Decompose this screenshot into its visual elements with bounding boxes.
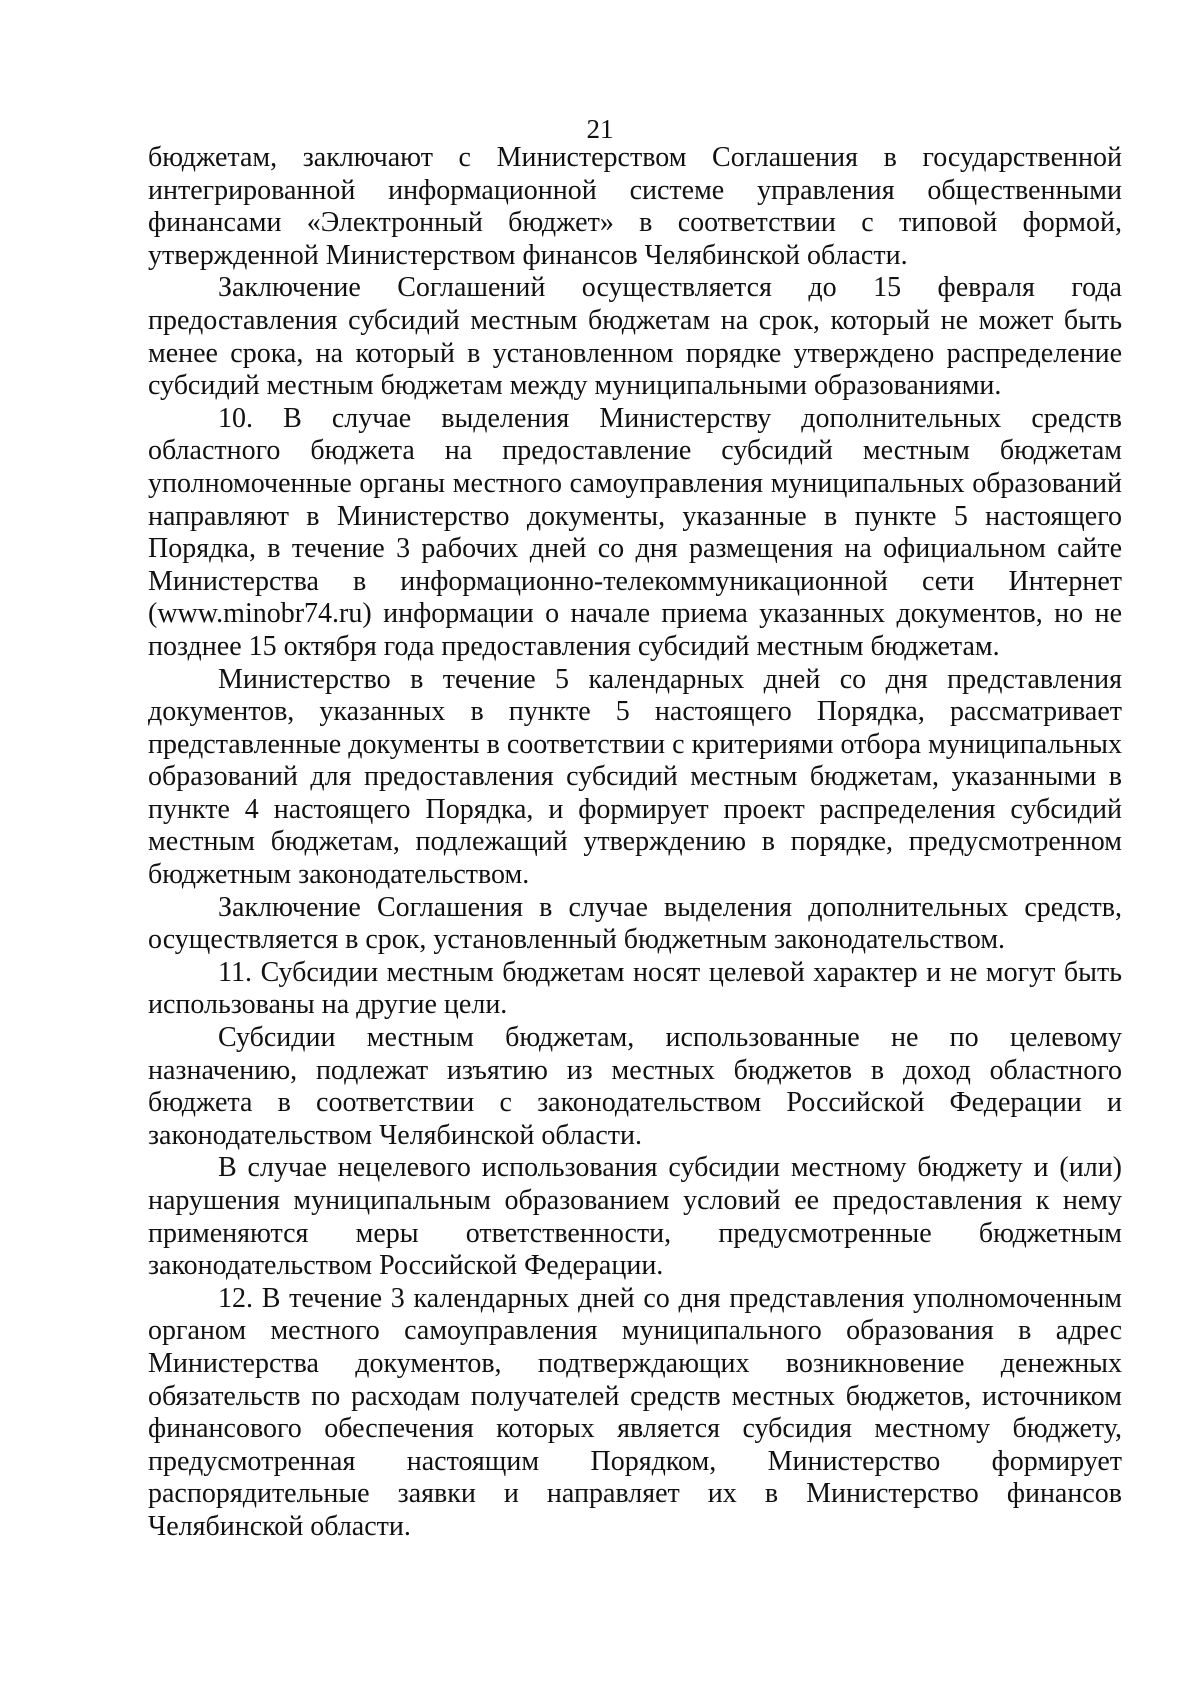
page-number: 21 xyxy=(586,114,614,144)
paragraph-agreement-deadline: Заключение Соглашений осуществляется до 15 февраля года предоставления субсидий местным бюджетам на срок, который не может быть менее срока, на который в установленном порядке утверждено распределение субсидий местным бюджетам между муниципальными образованиями. xyxy=(148,272,1122,402)
paragraph-additional-agreement: Заключение Соглашения в случае выделения дополнительных средств, осуществляется в срок, установленный бюджетным законодательством. xyxy=(148,891,1122,956)
paragraph-ministry-review: Министерство в течение 5 календарных дней со дня представления документов, указанных в пункте 5 настоящего Порядка, рассматривает представленные документы в соответствии с критериями отбора муниципальных образований для предоставления субсидий местным бюджетам, указанными в пункте 4 настоящего Порядка, и формирует проект распределения субсидий местным бюджетам, подлежащий утверждению в порядке, предусмотренном бюджетным законодательством. xyxy=(148,663,1122,891)
paragraph-misuse-recovery: Субсидии местным бюджетам, использованные не по целевому назначению, подлежат изъятию из местных бюджетов в доход областного бюджета в соответствии с законодательством Российской Федерации и законодательством Челябинской области. xyxy=(148,1022,1122,1151)
document-body xyxy=(148,142,1122,1544)
paragraph-liability: В случае нецелевого использования субсидии местному бюджету и (или) нарушения муниципальным образованием условий ее предоставления к нему применяются меры ответственности, предусмотренные бюджетным законодательством Российской Федерации. xyxy=(148,1152,1122,1282)
paragraph-item-10: 10. В случае выделения Министерству дополнительных средств областного бюджета на предоставление субсидий местным бюджетам уполномоченные органы местного самоуправления муниципальных образований направляют в Министерство документы, указанные в пункте 5 настоящего Порядка, в течение 3 рабочих дней со дня размещения на официальном сайте Министерства в информационно-телекоммуникационной сети Интернет (www.minobr74.ru) информации о начале приема указанных документов, но не позднее 15 октября года предоставления субсидий местным бюджетам. xyxy=(148,402,1122,662)
paragraph-item-11: 11. Субсидии местным бюджетам носят целевой характер и не могут быть использованы на другие цели. xyxy=(148,956,1122,1021)
paragraph-item-12: 12. В течение 3 календарных дней со дня представления уполномоченным органом местного самоуправления муниципального образования в адрес Министерства документов, подтверждающих возникновение денежных обязательств по расходам получателей средств местных бюджетов, источником финансового обеспечения которых является субсидия местному бюджету, предусмотренная настоящим Порядком, Министерство формирует распорядительные заявки и направляет их в Министерство финансов Челябинской области. xyxy=(148,1282,1122,1542)
paragraph-continuation: бюджетам, заключают с Министерством Соглашения в государственной интегрированной информационной системе управления общественными финансами «Электронный бюджет» в соответствии с типовой формой, утвержденной Министерством финансов Челябинской области. xyxy=(148,142,1122,271)
